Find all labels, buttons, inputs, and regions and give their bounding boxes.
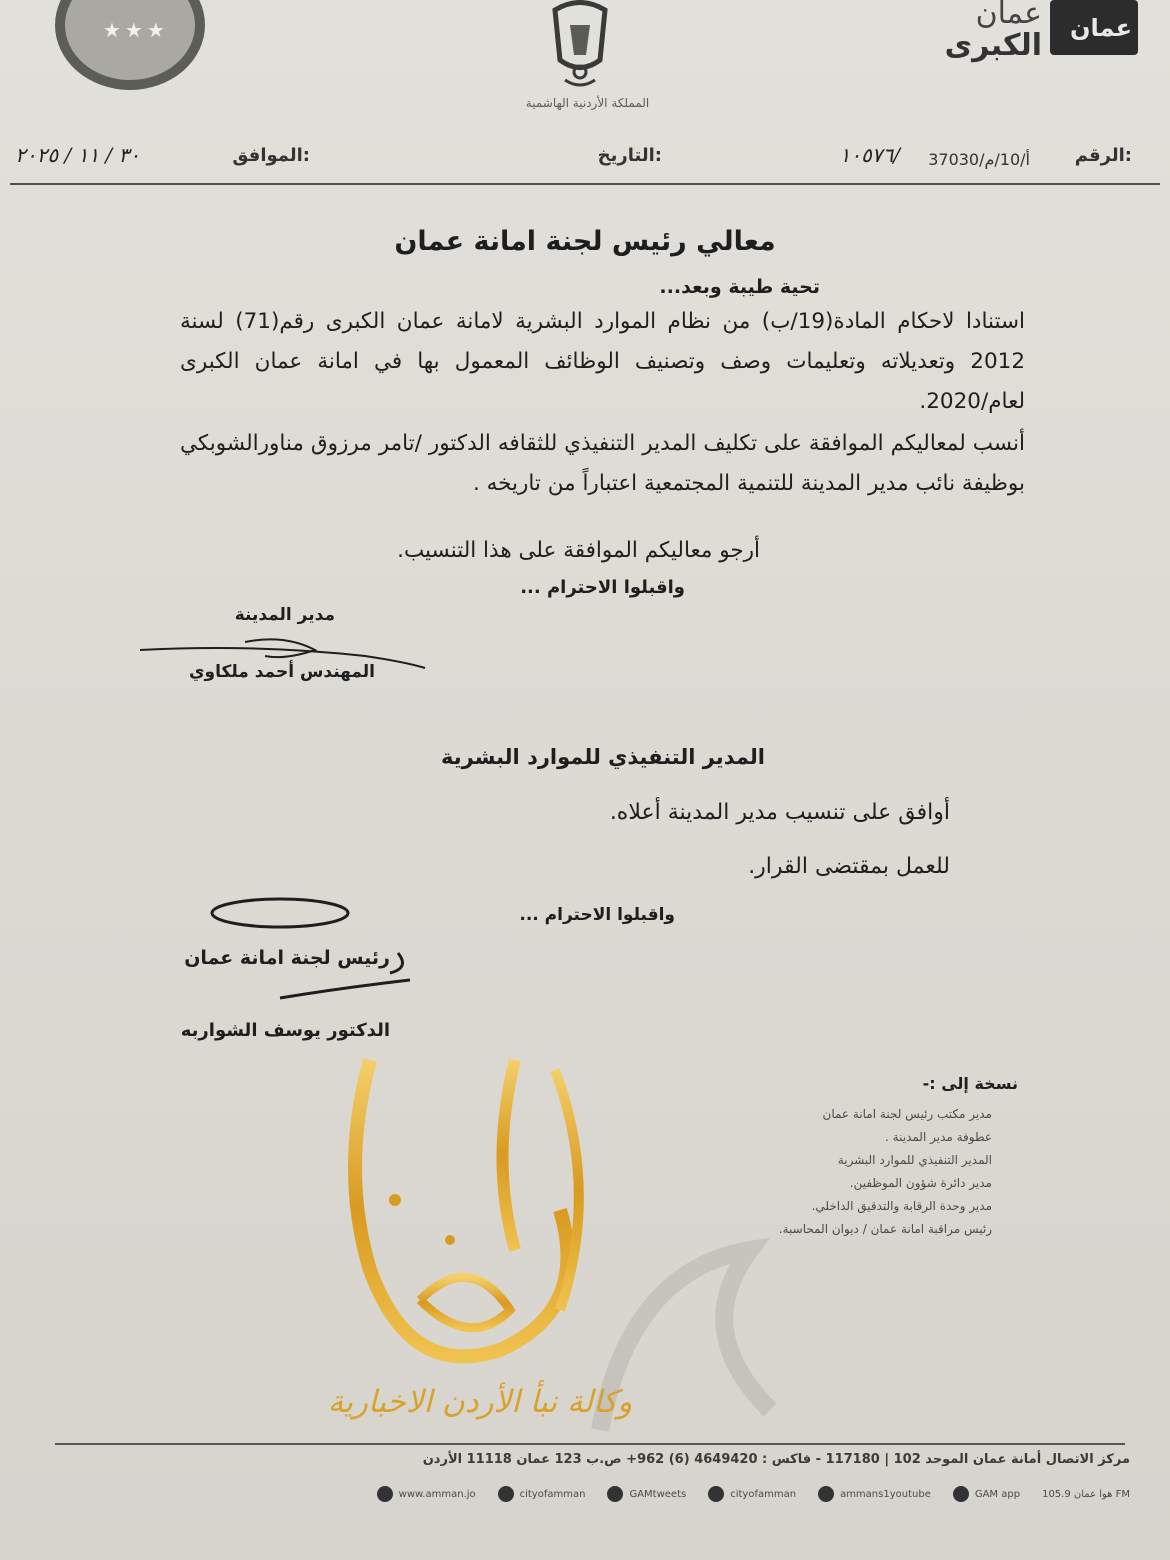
signer-title-committee-head: رئيس لجنة امانة عمان bbox=[184, 947, 390, 969]
addressee-title: معالي رئيس لجنة امانة عمان bbox=[394, 226, 776, 257]
logo-line2: الكبرى bbox=[944, 28, 1042, 63]
instagram-icon bbox=[708, 1486, 724, 1502]
ref-number-handwritten: ١٠٥٧٦/ bbox=[839, 143, 900, 167]
approval-line-1: أوافق على تنسيب مدير المدينة أعلاه. bbox=[609, 800, 950, 825]
paragraph-legal-basis: استنادا لاحكام المادة(19/ب) من نظام الموارد البشرية لامانة عمان الكبرى رقم(71) لسنة 2012 وتعديلاته وتعليمات وصف وتصنيف الوظائف المعمول بها في امانة عمان الكبرى لعام/2020. bbox=[180, 309, 1026, 414]
youtube-link[interactable]: ammans1youtube bbox=[818, 1486, 931, 1502]
social-links bbox=[377, 1486, 1130, 1502]
header-divider bbox=[10, 183, 1160, 185]
logo-line1: عمان bbox=[975, 0, 1042, 31]
instagram-link[interactable]: cityofamman bbox=[708, 1486, 796, 1502]
signature-mark-2 bbox=[205, 893, 355, 933]
ref-number-label: الرقم: bbox=[1074, 145, 1132, 166]
app-icon bbox=[953, 1486, 969, 1502]
radio-link[interactable]: هوا عمان 105.9 FM bbox=[1042, 1488, 1130, 1500]
corresponding-date: ٣٠ / ١١ / ٢٠٢٥ bbox=[15, 143, 140, 167]
logo-mark-text: عمان bbox=[1070, 14, 1132, 42]
closing-line-2: واقبلوا الاحترام ... bbox=[519, 905, 675, 925]
signer-name-committee-head: الدكتور يوسف الشواربه bbox=[180, 1020, 390, 1041]
approval-line-2: للعمل بمقتضى القرار. bbox=[748, 854, 950, 879]
footer-address: مركز الاتصال أمانة عمان الموحد 102 | 117180 - فاكس : 4649420 (6) 962+ ص.ب 123 عمان 11118 الأردن bbox=[422, 1452, 1130, 1467]
seal-stars: ★★★ bbox=[103, 18, 169, 42]
list-item: عطوفة مدير المدينة . bbox=[885, 1130, 992, 1144]
list-item: المدير التنفيذي للموارد البشرية bbox=[837, 1153, 992, 1167]
signature-mark-3 bbox=[260, 948, 420, 1008]
ref-number-printed: 37030/أ/10/م bbox=[928, 150, 1030, 169]
closing-line-1: واقبلوا الاحترام ... bbox=[520, 577, 685, 598]
app-link[interactable]: GAM app bbox=[953, 1486, 1020, 1502]
list-item: رئيس مراقبة امانة عمان / ديوان المحاسبة. bbox=[778, 1222, 992, 1236]
date-label: التاريخ: bbox=[597, 145, 662, 166]
list-item: مدير وحدة الرقابة والتدقيق الداخلي. bbox=[811, 1199, 992, 1213]
globe-icon bbox=[377, 1486, 393, 1502]
website-link[interactable]: www.amman.jo bbox=[377, 1486, 476, 1502]
list-item: مدير مكتب رئيس لجنة امانة عمان bbox=[822, 1107, 992, 1121]
crest-caption: المملكة الأردنية الهاشمية bbox=[525, 96, 650, 110]
news-agency-watermark-logo bbox=[300, 1050, 650, 1430]
footer-divider bbox=[55, 1443, 1125, 1445]
copies-list bbox=[779, 1103, 992, 1241]
greeting: تحية طيبة وبعد... bbox=[659, 276, 820, 298]
facebook-link[interactable]: cityofamman bbox=[498, 1486, 586, 1502]
facebook-icon bbox=[498, 1486, 514, 1502]
signer-name-city-manager: المهندس أحمد ملكاوي bbox=[188, 662, 375, 682]
list-item: مدير دائرة شؤون الموظفين. bbox=[849, 1176, 992, 1190]
copies-title: نسخة إلى :- bbox=[922, 1074, 1018, 1093]
request-line: أرجو معاليكم الموافقة على هذا التنسيب. bbox=[397, 538, 760, 563]
approval-heading: المدير التنفيذي للموارد البشرية bbox=[441, 745, 765, 769]
amman-logo-icon bbox=[1050, 0, 1138, 55]
watermark-caption: وكالة نبأ الأردن الاخبارية bbox=[327, 1384, 633, 1420]
x-icon bbox=[607, 1486, 623, 1502]
twitter-link[interactable]: GAMtweets bbox=[607, 1486, 686, 1502]
corresponding-label: الموافق: bbox=[232, 145, 310, 166]
youtube-icon bbox=[818, 1486, 834, 1502]
signer-title-city-manager: مدير المدينة bbox=[234, 605, 335, 625]
paragraph-nomination: أنسب لمعاليكم الموافقة على تكليف المدير التنفيذي للثقافه الدكتور /تامر مرزوق مناورالشوبكي بوظيفة نائب مدير المدينة للتنمية المجتمعية اعتباراً من تاريخه . bbox=[180, 431, 1025, 496]
municipality-seal-icon bbox=[55, 0, 205, 90]
